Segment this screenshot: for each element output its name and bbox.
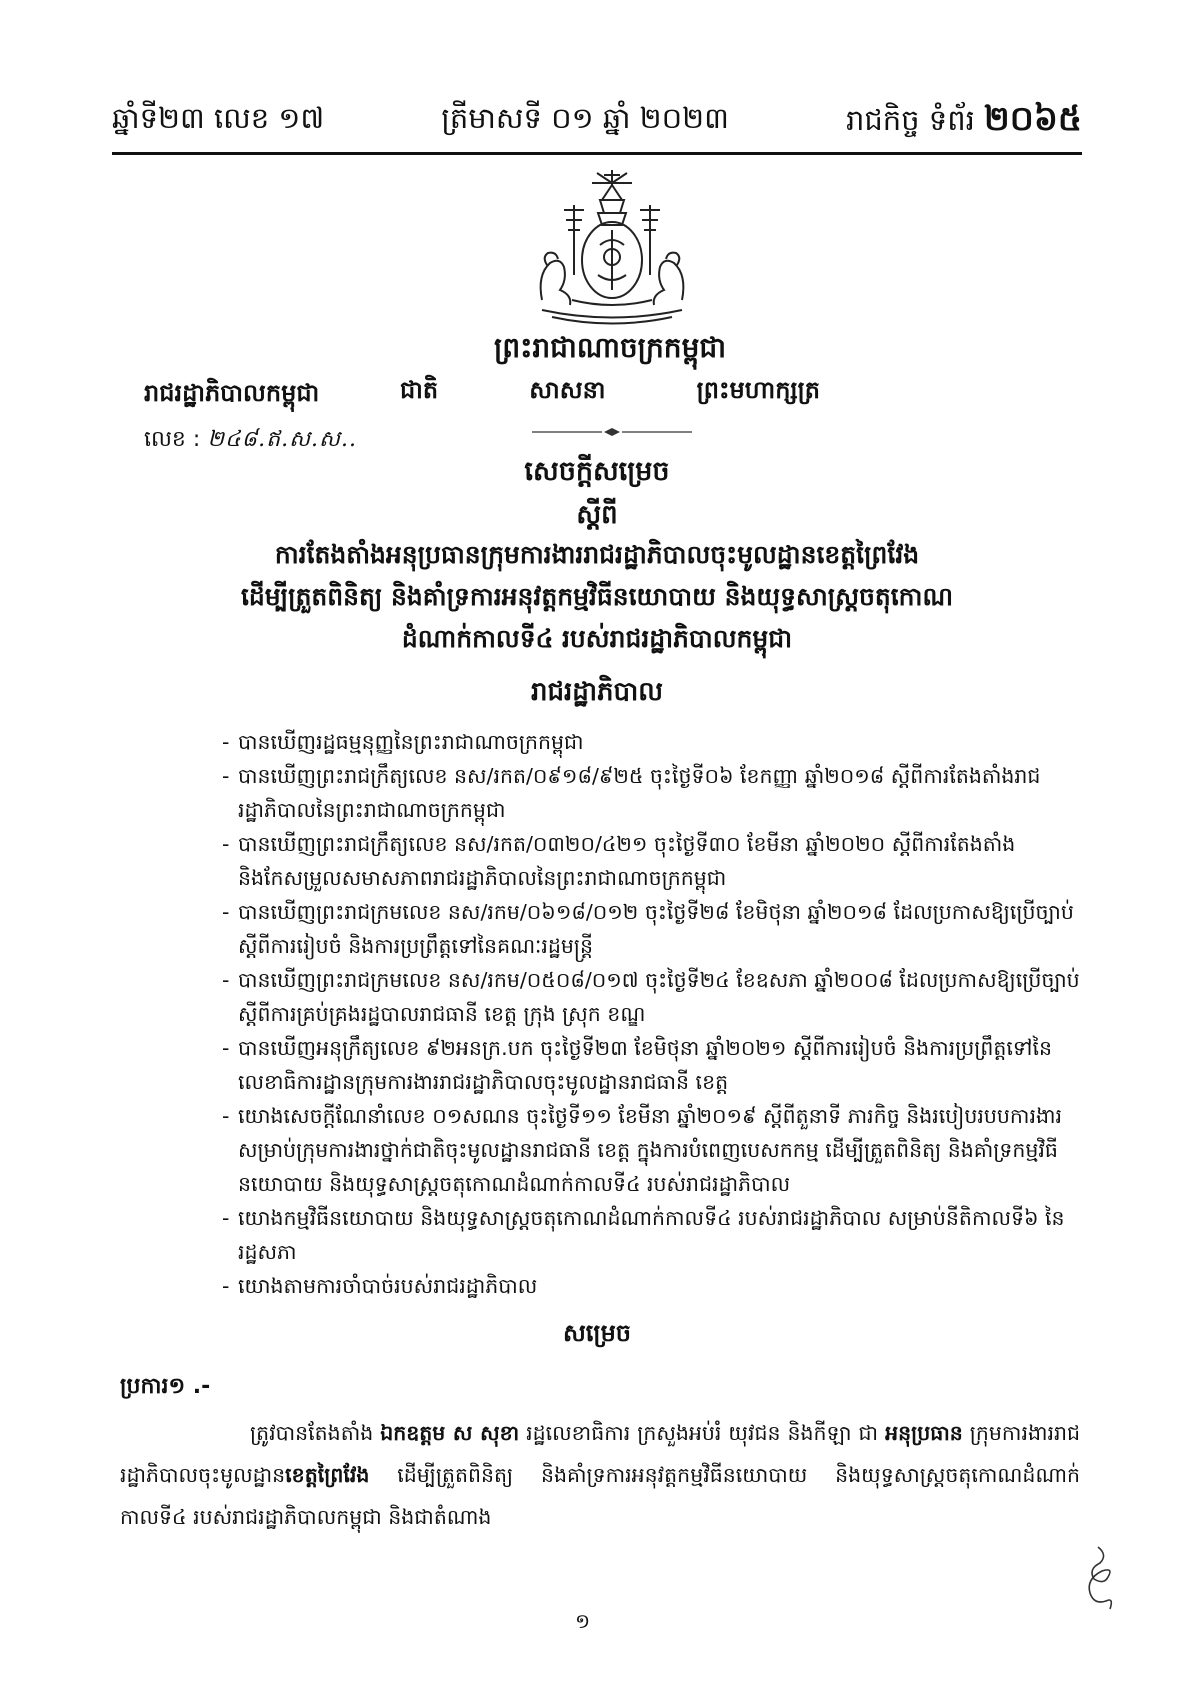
- motto-king: ព្រះមហាក្សត្រ: [696, 376, 820, 404]
- appointee-role: អនុប្រធាន: [885, 1421, 963, 1445]
- motto-nation: ជាតិ: [400, 376, 439, 404]
- article-body-part: ក្រុមការងាររាជរដ្ឋាភិបាលចុះមូលដ្ឋាន: [120, 1421, 1080, 1487]
- gazette-page-number: ២០៦៥: [984, 99, 1082, 139]
- document-number-label: លេខ :: [144, 427, 201, 452]
- document-number: [144, 425, 357, 457]
- issuer-name: រាជរដ្ឋាភិបាលកម្ពុជា: [144, 379, 320, 407]
- article-1-body: [120, 1412, 1080, 1538]
- gazette-header: [112, 92, 1082, 152]
- article-body-part: ត្រូវបានតែងតាំង: [250, 1421, 381, 1445]
- issuing-authority: រាជរដ្ឋាភិបាល: [530, 677, 664, 707]
- motto-ornament-divider: [532, 426, 692, 438]
- document-subject-line-2: ដើម្បីត្រួតពិនិត្យ និងគាំទ្រការអនុវត្តកម្មវិធីនយោបាយ និងយុទ្ធសាស្ត្រចតុកោណ: [241, 582, 953, 611]
- document-number-value: ២៤៨.ឥ.ស.ស..: [207, 427, 357, 452]
- handwritten-initials-signature: [1080, 1545, 1116, 1615]
- document-subject-line-1: ការតែងតាំងអនុប្រធានក្រុមការងាររាជរដ្ឋាភិបាលចុះមូលដ្ឋានខេត្តព្រៃវែង: [274, 540, 920, 569]
- document-about: ស្តីពី: [576, 500, 618, 530]
- year-issue: ឆ្នាំទី២៣ លេខ ១៧: [112, 101, 325, 135]
- gazette-label: រាជកិច្ច ទំព័រ: [845, 103, 975, 137]
- legal-basis-item: - បានឃើញព្រះរាជក្រឹត្យលេខ នស/រកត/០៣២០/៤២១ ចុះថ្ងៃទី៣០ ខែមីនា ឆ្នាំ២០២០ ស្តីពីការតែងតាំង និងកែសម្រួលសមាសភាពរាជរដ្ឋាភិបាលនៃព្រះរាជាណាចក្រកម្ពុជា: [222, 827, 1092, 895]
- header-divider: [112, 152, 1082, 155]
- motto-religion: សាសនា: [529, 376, 606, 404]
- legal-basis-item: - យោងតាមការចាំបាច់របស់រាជរដ្ឋាភិបាល: [222, 1269, 1092, 1303]
- article-body-part: រដ្ឋលេខាធិការ ក្រសួងអប់រំ យុវជន និងកីឡា ជា: [519, 1421, 886, 1445]
- royal-coat-of-arms-icon: [512, 165, 712, 330]
- article-1-heading: ប្រការ១ .-: [120, 1374, 211, 1399]
- legal-basis-item: - បានឃើញរដ្ឋធម្មនុញ្ញនៃព្រះរាជាណាចក្រកម្ពុជា: [222, 725, 1092, 759]
- legal-basis-item: - យោងកម្មវិធីនយោបាយ និងយុទ្ធសាស្ត្រចតុកោណដំណាក់កាលទី៤ របស់រាជរដ្ឋាភិបាល សម្រាប់នីតិកាលទី៦ នៃរដ្ឋសភា: [222, 1201, 1092, 1269]
- document-type: សេចក្តីសម្រេច: [524, 456, 670, 487]
- legal-basis-item: - បានឃើញព្រះរាជក្រឹត្យលេខ នស/រកត/០៩១៨/៩២៥ ចុះថ្ងៃទី០៦ ខែកញ្ញា ឆ្នាំ២០១៨ ស្តីពីការតែងតាំងរាជរដ្ឋាភិបាលនៃព្រះរាជាណាចក្រកម្ពុជា: [222, 759, 1092, 827]
- footer-page-number: ១: [575, 1609, 591, 1633]
- appointee-name: ឯកឧត្តម ស សុខា: [380, 1421, 520, 1445]
- gazette-page-ref: [846, 97, 1082, 147]
- kingdom-title: ព្រះរាជាណាចក្រកម្ពុជា: [493, 331, 726, 364]
- province-name: ខេត្តព្រៃវែង: [285, 1463, 370, 1487]
- document-subject-line-3: ដំណាក់កាលទី៤ របស់រាជរដ្ឋាភិបាលកម្ពុជា: [401, 624, 793, 653]
- quarter-date: ត្រីមាសទី ០១ ឆ្នាំ ២០២៣: [441, 101, 729, 135]
- legal-basis-item: - បានឃើញព្រះរាជក្រមលេខ នស/រកម/០៦១៨/០១២ ចុះថ្ងៃទី២៨ ខែមិថុនា ឆ្នាំ២០១៨ ដែលប្រកាសឱ្យប្រើច្បាប់ស្តីពីការរៀបចំ និងការប្រព្រឹត្តទៅនៃគណៈរដ្ឋមន្ត្រី: [222, 895, 1092, 963]
- legal-basis-item: - បានឃើញព្រះរាជក្រមលេខ នស/រកម/០៥០៨/០១៧ ចុះថ្ងៃទី២៤ ខែឧសភា ឆ្នាំ២០០៨ ដែលប្រកាសឱ្យប្រើច្បាប់ស្តីពីការគ្រប់គ្រងរដ្ឋបាលរាជធានី ខេត្ត ក្រុង ស្រុក ខណ្ឌ: [222, 963, 1092, 1031]
- national-motto: [400, 375, 820, 410]
- decision-title: សម្រេច: [562, 1319, 632, 1347]
- legal-basis-item: - យោងសេចក្តីណែនាំលេខ ០១សណន ចុះថ្ងៃទី១១ ខែមីនា ឆ្នាំ២០១៩ ស្តីពីតួនាទី ភារកិច្ច និងរបៀបរបបការងារសម្រាប់ក្រុមការងារថ្នាក់ជាតិចុះមូលដ្ឋានរាជធានី ខេត្ត ក្នុងការបំពេញបេសកកម្ម ដើម្បីត្រួតពិនិត្យ និងគាំទ្រកម្មវិធីនយោបាយ និងយុទ្ធសាស្ត្រចតុកោណដំណាក់កាលទី៤ របស់រាជរដ្ឋាភិបាល: [222, 1099, 1092, 1201]
- article-body-part: ដើម្បីត្រួតពិនិត្យ និងគាំទ្រការអនុវត្តកម្មវិធីនយោបាយ និងយុទ្ធសាស្ត្រចតុកោណដំណាក់កាលទី៤ របស់រាជរដ្ឋាភិបាលកម្ពុជា និងជាតំណាង: [120, 1463, 1080, 1529]
- legal-basis-item: - បានឃើញអនុក្រឹត្យលេខ ៩២អនក្រ.បក ចុះថ្ងៃទី២៣ ខែមិថុនា ឆ្នាំ២០២១ ស្តីពីការរៀបចំ និងការប្រព្រឹត្តទៅនៃលេខាធិការដ្ឋានក្រុមការងាររាជរដ្ឋាភិបាលចុះមូលដ្ឋានរាជធានី ខេត្ត: [222, 1031, 1092, 1099]
- legal-basis-list: [222, 725, 1092, 1303]
